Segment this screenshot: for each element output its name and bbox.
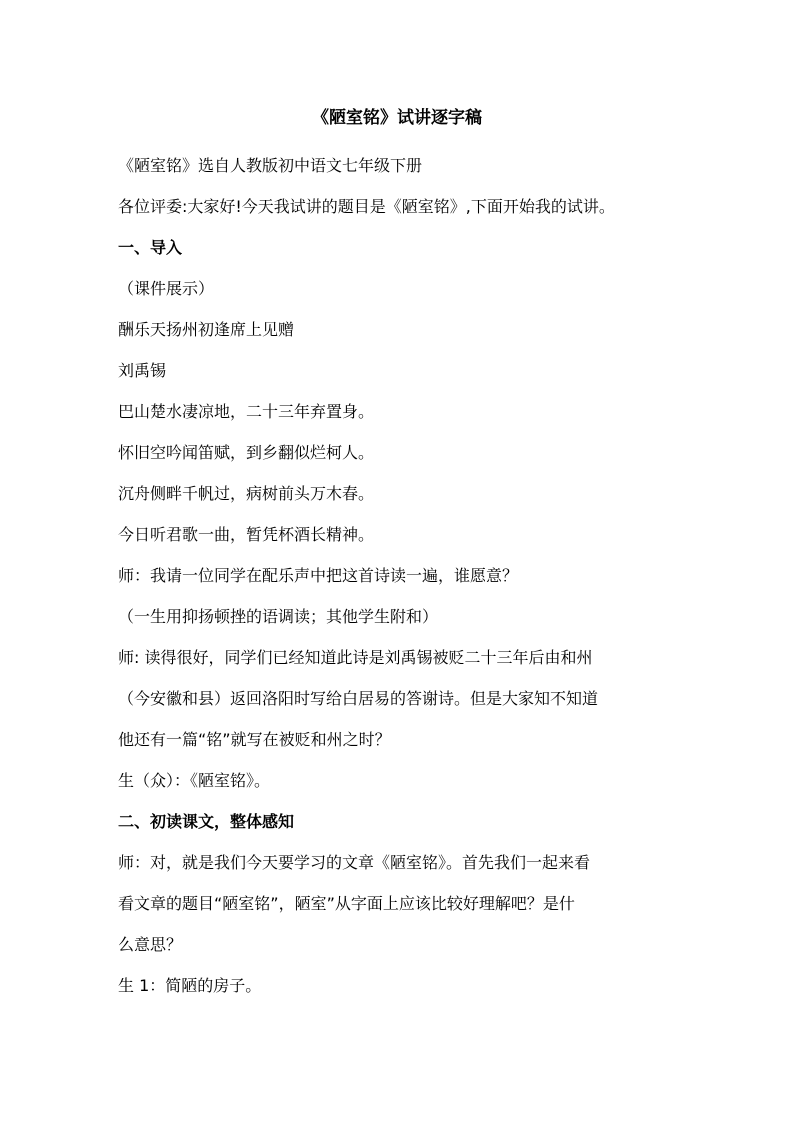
paragraph-courseware: （课件展示） bbox=[118, 279, 215, 298]
poem-line-3: 沉舟侧畔千帆过，病树前头万木春。 bbox=[118, 484, 375, 503]
paragraph-teacher-question-line-1: 师：对，就是我们今天要学习的文章《陋室铭》。首先我们一起来看 bbox=[118, 853, 591, 872]
section-heading-first-reading: 二、初读课文，整体感知 bbox=[118, 812, 295, 831]
paragraph-student-reads: （一生用抑扬顿挫的语调读；其他学生附和） bbox=[118, 607, 439, 626]
poem-title: 酬乐天扬州初逢席上见赠 bbox=[118, 320, 295, 339]
poem-line-2: 怀旧空吟闻笛赋，到乡翻似烂柯人。 bbox=[118, 443, 375, 462]
section-heading-intro: 一、导入 bbox=[118, 238, 183, 257]
paragraph-greeting: 各位评委:大家好!今天我试讲的题目是《陋室铭》,下面开始我的试讲。 bbox=[118, 197, 615, 216]
poem-line-1: 巴山楚水凄凉地，二十三年弃置身。 bbox=[118, 402, 375, 421]
paragraph-teacher-comment-line-2: （今安徽和县）返回洛阳时写给白居易的答谢诗。但是大家知不知道 bbox=[118, 689, 599, 708]
paragraph-teacher-invite: 师：我请一位同学在配乐声中把这首诗读一遍，谁愿意？ bbox=[118, 566, 519, 585]
paragraph-source: 《陋室铭》选自人教版初中语文七年级下册 bbox=[118, 156, 423, 175]
document-title: 《陋室铭》试讲逐字稿 bbox=[312, 108, 482, 128]
paragraph-teacher-question-line-3: 么意思？ bbox=[118, 935, 183, 954]
paragraph-teacher-question-line-2: 看文章的题目“陋室铭”，陋室”从字面上应该比较好理解吧？是什 bbox=[118, 894, 575, 913]
poem-author: 刘禹锡 bbox=[118, 361, 167, 380]
poem-line-4: 今日听君歌一曲，暂凭杯酒长精神。 bbox=[118, 525, 375, 544]
paragraph-teacher-comment-line-3: 他还有一篇“铭”就写在被贬和州之时？ bbox=[118, 730, 391, 749]
paragraph-students-answer: 生（众）：《陋室铭》。 bbox=[118, 771, 271, 790]
paragraph-teacher-comment-line-1: 师: 读得很好，同学们已经知道此诗是刘禹锡被贬二十三年后由和州 bbox=[118, 648, 593, 667]
paragraph-student-1-answer: 生 1：简陋的房子。 bbox=[118, 976, 262, 995]
